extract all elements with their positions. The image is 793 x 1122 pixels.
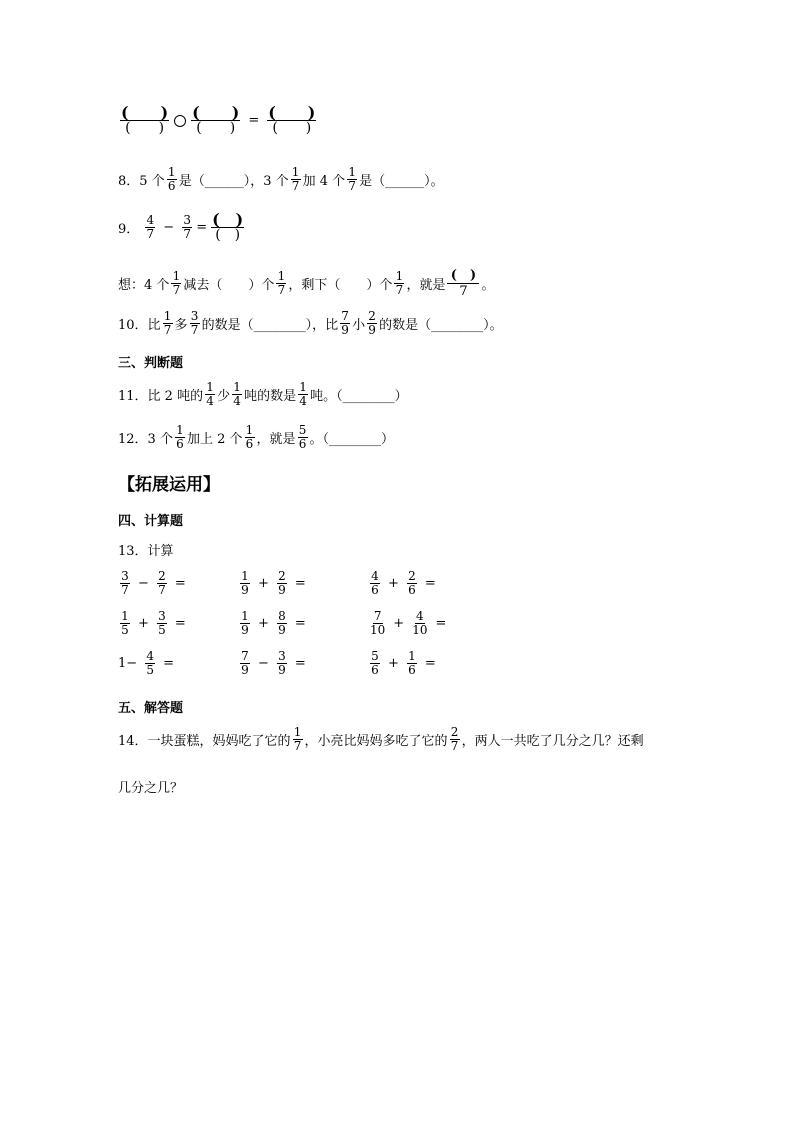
equals-sign[interactable]: = [174,616,186,631]
section-heading: 三、判断题 [118,356,184,371]
equals-sign[interactable]: = [294,656,306,671]
fraction: $\frac{1}{6}$ [167,165,176,193]
section-heading: 四、计算题 [118,514,184,529]
answer-blank[interactable]: 的数是（________），比 [201,318,339,333]
question-11: 11．比 2 吨的 $\frac{1}{4}$ 少 $\frac{1}{4}$ 吨的数是 $\frac{1}{4}$ 吨。（________） [118,380,408,408]
question-14: 14．一块蛋糕，妈妈吃了它的 $\frac{1}{7}$ ，小亮比妈妈多吃了它的 $\frac{2}{7}$ ，两人一共吃了几分之几？还剩 [118,725,644,753]
fraction: $\frac{1}{4}$ [299,380,307,408]
fraction: $\frac{1}{9}$ [241,569,249,597]
question-8: 8．5 个 $\frac{1}{6}$ 是（______），3 个 $\frac{1}{7}$ 加 4 个 $\frac{1}{7}$ 是（______）。 [118,165,444,193]
fraction: $\frac{1}{6}$ [245,423,254,451]
fraction: $\frac{3}{7}$ [190,309,199,337]
calc-expression: $\frac{4}{6}$ + $\frac{2}{6}$ = [371,569,436,597]
fraction: $\frac{4}{7}$ [146,213,155,241]
calc-expression: 1− $\frac{4}{5}$ = [118,649,175,677]
fraction: $\frac{1}{6}$ [176,423,184,451]
calc-expression: $\frac{1}{9}$ + $\frac{8}{9}$ = [241,609,306,637]
answer-blank[interactable]: 的数是（________）。 [379,318,503,333]
fraction: $\frac{2}{7}$ [450,725,459,753]
fraction: $\frac{8}{9}$ [278,609,286,637]
answer-blank[interactable]: 是（______）。 [359,174,444,189]
q9-answer-fraction[interactable]: $\frac{( )}{( )}$ [212,210,244,243]
fraction: $\frac{1}{7}$ [277,269,286,297]
fraction: $\frac{2}{9}$ [368,309,376,337]
q9-hint-fraction[interactable]: $\frac{( )}{7}$ [447,268,479,299]
question-9: 9． $\frac{4}{7}$ − $\frac{3}{7}$ = $\frac{( )}{( )}$ [118,210,244,243]
answer-blank[interactable]: 减去（ ）个 [183,278,275,293]
equals-sign[interactable]: = [294,616,306,631]
question-13-label: 13．计算 [118,544,174,559]
fraction: $\frac{1}{7}$ [395,269,404,297]
fraction: $\frac{5}{6}$ [298,423,307,451]
fraction: $\frac{1}{7}$ [172,269,181,297]
equals-sign[interactable]: = [163,656,175,671]
fraction: $\frac{3}{5}$ [158,609,166,637]
fraction: $\frac{4}{10}$ [412,609,428,637]
fraction: $\frac{5}{6}$ [371,649,379,677]
fraction: $\frac{2}{6}$ [408,569,416,597]
fraction: $\frac{3}{7}$ [183,213,191,241]
equals-sign: = [248,113,260,128]
fraction: $\frac{4}{5}$ [146,649,154,677]
fraction: $\frac{1}{7}$ [293,725,302,753]
question-10: 10．比 $\frac{1}{7}$ 多 $\frac{3}{7}$ 的数是（________），比 $\frac{7}{9}$ 小 $\frac{2}{9}$ 的数是（________）。 [118,309,503,337]
fraction: $\frac{1}{4}$ [206,380,214,408]
fraction: $\frac{2}{9}$ [278,569,286,597]
calc-expression: $\frac{7}{10}$ + $\frac{4}{10}$ = [370,609,447,637]
fraction: $\frac{1}{7}$ [348,165,356,193]
equals-sign[interactable]: = [174,576,186,591]
q7-blank-fraction-2[interactable]: $\frac{( )}{( )}$ [192,103,240,136]
answer-blank[interactable]: 是（______），3 个 [178,174,289,189]
fraction: $\frac{7}{10}$ [370,609,386,637]
equals-sign[interactable]: = [435,616,447,631]
question-9-hint: 想：4 个 $\frac{1}{7}$ 减去（ ）个 $\frac{1}{7}$ ，剩下（ ）个 $\frac{1}{7}$ ，就是 $\frac{( )}{7}$ 。 [118,268,495,299]
calc-expression: $\frac{1}{5}$ + $\frac{3}{5}$ = [121,609,186,637]
fraction: $\frac{1}{6}$ [408,649,416,677]
question-14-continued: 几分之几？ [118,781,184,796]
fraction: $\frac{1}{4}$ [233,380,241,408]
fraction: $\frac{4}{6}$ [371,569,379,597]
q7-blank-fraction-1[interactable]: $\frac{( )}{( )}$ [121,103,169,136]
fraction: $\frac{3}{7}$ [121,569,129,597]
answer-blank[interactable]: 。（________） [309,432,395,447]
equals-sign[interactable]: = [294,576,306,591]
q7-blank-fraction-3[interactable]: $\frac{( )}{( )}$ [268,103,316,136]
equals-sign[interactable]: = [424,576,436,591]
calc-expression: $\frac{5}{6}$ + $\frac{1}{6}$ = [371,649,436,677]
calc-expression: $\frac{1}{9}$ + $\frac{2}{9}$ = [241,569,306,597]
fraction: $\frac{1}{7}$ [163,309,172,337]
q7-row [118,105,318,136]
fraction: $\frac{7}{9}$ [241,649,249,677]
equals-sign[interactable]: = [424,656,436,671]
fraction: $\frac{3}{9}$ [278,649,286,677]
comparison-circle[interactable] [174,115,186,127]
fraction: $\frac{1}{5}$ [121,609,129,637]
question-12: 12．3 个 $\frac{1}{6}$ 加上 2 个 $\frac{1}{6}$ ，就是 $\frac{5}{6}$ 。（________） [118,423,395,451]
fraction: $\frac{7}{9}$ [341,309,349,337]
section-heading: 五、解答题 [118,701,184,716]
calc-expression: $\frac{3}{7}$ − $\frac{2}{7}$ = [121,569,186,597]
calc-expression: $\frac{7}{9}$ − $\frac{3}{9}$ = [241,649,306,677]
answer-blank[interactable]: 吨。（________） [310,389,408,404]
chapter-title: 【拓展运用】 [118,475,220,495]
fraction: $\frac{2}{7}$ [158,569,166,597]
fraction: $\frac{1}{9}$ [241,609,249,637]
fraction: $\frac{1}{7}$ [291,165,300,193]
answer-blank[interactable]: ，剩下（ ）个 [288,278,393,293]
